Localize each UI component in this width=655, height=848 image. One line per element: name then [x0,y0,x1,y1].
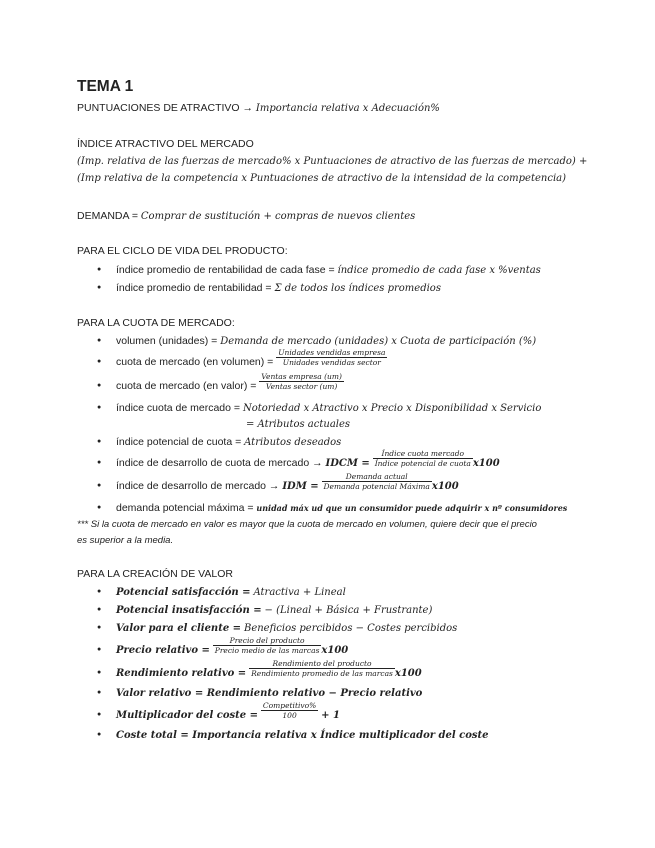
creacion-valor-heading: PARA LA CREACIÓN DE VALOR [77,568,233,580]
fraction [249,659,395,678]
item-symbol: Rendimiento relativo = [116,668,247,679]
item-symbol: IDCM = [325,458,370,469]
demanda-line [77,209,415,224]
fraction [213,636,322,655]
item-formula: Demanda de mercado (unidades) x Cuota de participación (%) [220,336,537,347]
fraction-numerator: Índice cuota mercado [373,449,473,459]
item-symbol: Potencial insatisfacción = [116,605,262,616]
fraction-denominator: Unidades vendidas sector [282,358,381,368]
puntuaciones-label: PUNTUACIONES DE ATRACTIVO → [77,102,253,114]
item-label: cuota de mercado (en valor) = [116,380,257,392]
puntuaciones-line [77,101,440,116]
item-label: índice cuota de mercado = [116,402,241,414]
ciclo-vida-heading: PARA EL CICLO DE VIDA DEL PRODUCTO: [77,245,288,257]
fraction-numerator: Precio del producto [213,636,322,646]
item-formula: Σ de todos los índices promedios [274,283,441,294]
item-formula: Coste total = Importancia relativa x Índice multiplicador del coste [116,730,489,741]
item-tail: x100 [321,645,349,656]
item-tail: x100 [394,668,422,679]
item-formula: Atributos deseados [244,437,342,448]
item-formula: índice promedio de cada fase x %ventas [337,265,541,276]
item-symbol: Multiplicador del coste = [116,710,258,721]
fraction-numerator: Unidades vendidas empresa [278,348,386,358]
item-label: índice de desarrollo de cuota de mercado → [116,457,323,469]
demanda-formula: Comprar de sustitución + compras de nuevos clientes [140,211,416,222]
demanda-label: DEMANDA = [77,210,138,222]
fraction-denominator: Demanda potencial Máxima [323,482,430,492]
indice-atractivo-formula-2: (Imp relativa de la competencia x Puntuaciones de atractivo de la intensidad de la competencia) [77,173,567,184]
fraction [373,449,473,468]
item-formula: unidad máx ud que un consumidor puede adquirir x nº consumidores [256,503,568,513]
item-formula: Notoriedad x Atractivo x Precio x Disponibilidad x Servicio [242,403,542,414]
item-tail: + 1 [321,710,340,721]
fraction-denominator: 100 [282,711,297,721]
item-label: índice promedio de rentabilidad de cada fase = [116,264,335,276]
fraction-numerator: Demanda actual [322,472,432,482]
note-line-2: es superior a la media. [77,535,174,546]
item-symbol: Potencial satisfacción = [116,587,251,598]
fraction [261,701,318,720]
indice-atractivo-formula-1: (Imp. relativa de las fuerzas de mercado% x Puntuaciones de atractivo de las fuerzas de mercado) + [77,156,588,167]
item-symbol: Precio relativo = [116,645,210,656]
fraction-denominator: Rendimiento promedio de las marcas [251,669,393,679]
fraction [259,372,344,391]
item-label: volumen (unidades) = [116,335,218,347]
fraction-denominator: Precio medio de las marcas [214,646,320,656]
fraction-numerator: Ventas empresa (um) [261,372,342,382]
item-label: índice promedio de rentabilidad = [116,282,272,294]
cuota-heading: PARA LA CUOTA DE MERCADO: [77,317,235,329]
fraction [322,472,432,491]
item-symbol: Valor para el cliente = [116,623,242,634]
item-tail: x100 [472,458,500,469]
item-label: índice potencial de cuota = [116,436,242,448]
item-label: cuota de mercado (en volumen) = [116,356,274,368]
item-label: demanda potencial máxima = [116,502,254,514]
fraction [276,348,387,367]
fraction-numerator: Competitivo% [262,701,317,711]
page-title: TEMA 1 [77,78,134,95]
fraction-denominator: Índice potencial de cuota [374,459,471,469]
item-symbol: IDM = [282,481,319,492]
item-formula: − (Lineal + Básica + Frustrante) [264,605,433,616]
item-formula: Atractiva + Lineal [253,587,346,598]
item-tail: x100 [431,481,459,492]
item-formula: Beneficios percibidos − Costes percibidos [243,623,458,634]
indice-atractivo-heading: ÍNDICE ATRACTIVO DEL MERCADO [77,138,254,150]
item-formula: Valor relativo = Rendimiento relativo − Precio relativo [116,688,423,699]
puntuaciones-formula: Importancia relativa x Adecuación% [255,103,440,114]
note-line-1: *** Si la cuota de mercado en valor es mayor que la cuota de mercado en volumen, quiere decir que el precio [77,519,537,530]
item-label: índice de desarrollo de mercado → [116,480,280,492]
fraction-numerator: Rendimiento del producto [249,659,395,669]
indice-cuota-continuation: = Atributos actuales [246,419,351,430]
fraction-denominator: Ventas sector (um) [265,382,338,392]
